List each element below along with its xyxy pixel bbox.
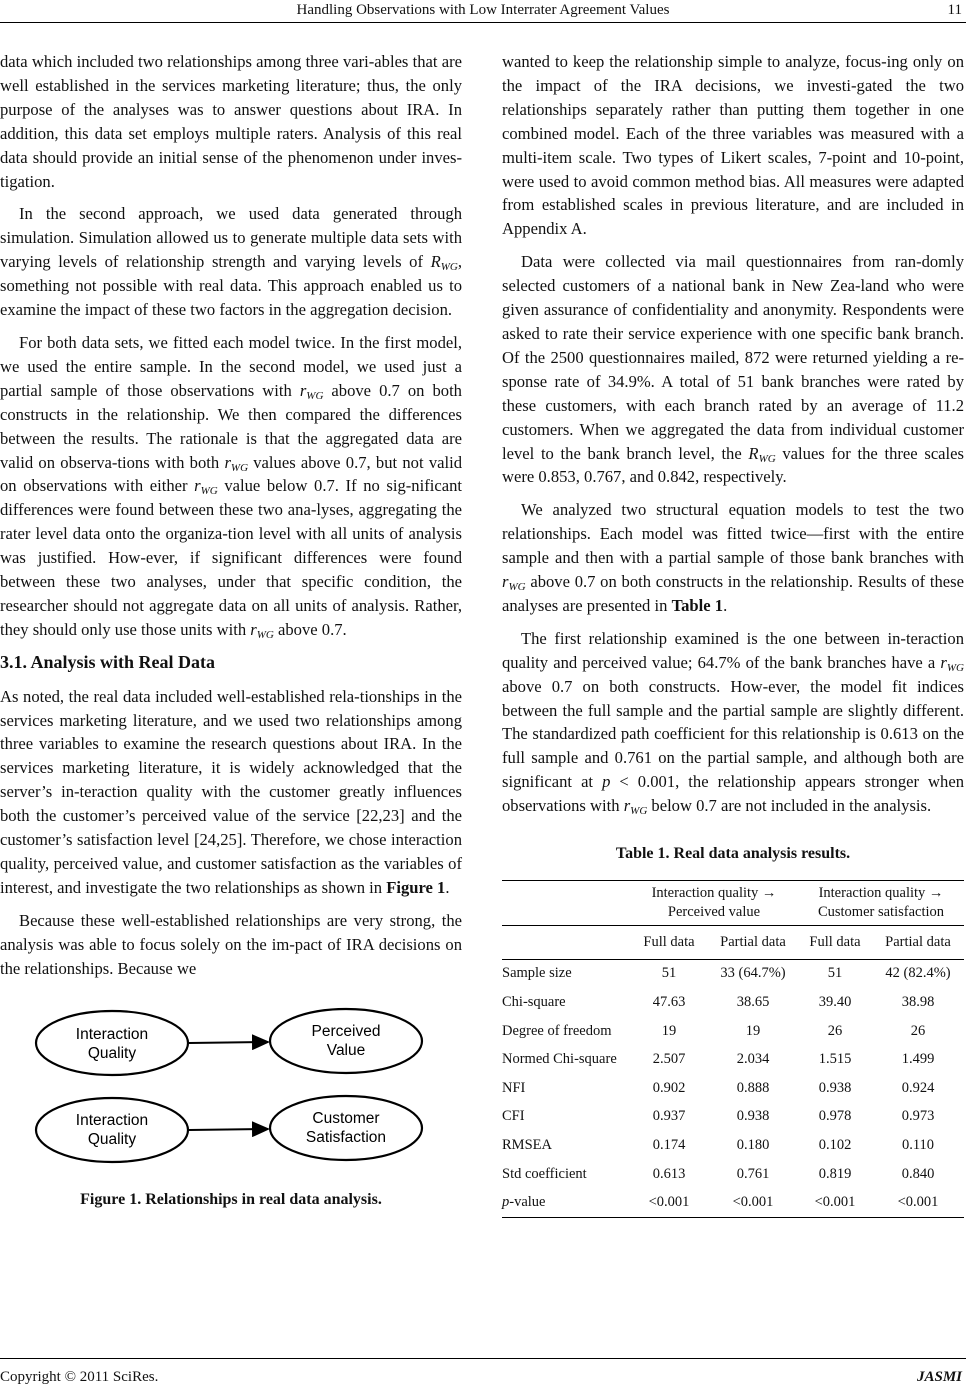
page-footer [0, 1358, 966, 1387]
rwg-symbol: $r_{WG}$ [194, 476, 218, 498]
perceived-value-node [270, 1009, 422, 1073]
rwg-symbol: $R_{WG}$ [430, 252, 458, 274]
interaction-quality-node [36, 1011, 188, 1075]
table-group-header [502, 881, 964, 926]
table-cell: 0.840 [901, 1165, 935, 1182]
table-cell: 1.499 [901, 1051, 935, 1068]
table-cell: 0.180 [736, 1136, 770, 1153]
table-title: Table 1. Real data analysis results. [615, 845, 851, 863]
relationship-arrow [189, 1042, 268, 1043]
row-label: Degree of freedom [502, 1022, 612, 1039]
table-cell: 26 [827, 1022, 843, 1039]
interaction-quality-node [36, 1098, 188, 1162]
right-column [502, 50, 964, 1218]
paragraph: In the second approach, we used data generated through simulation. Simulation allowed us to generate multiple data sets with varying levels of relationship strength and varying levels of $R_{WG}$, something not possible with real data. This approach enabled us to examine the impact of these two factors in the aggregation decision. [0, 204, 462, 320]
table-reference[interactable]: Table 1 [671, 595, 724, 615]
table-row [502, 1160, 964, 1189]
rwg-symbol: $r_{WG}$ [250, 619, 274, 641]
left-column [0, 50, 462, 1211]
paragraph: data which included two relationships among three vari-ables that are well established in the services marketing literature; thus, the only purpose of the analyses was to answer questions about IRA. In addition, this data set employs multiple raters. Analysis of this real data should provide an initial sense of the phenomenon under inves-tigation. [0, 52, 462, 191]
table-cell: 19 [745, 1022, 761, 1039]
table-row [502, 1017, 964, 1046]
table-cell: 0.102 [818, 1136, 852, 1153]
figure-1 [30, 1003, 432, 1178]
table-cell: 0.938 [818, 1079, 852, 1096]
table-row [502, 989, 964, 1018]
table-cell: 0.924 [901, 1079, 935, 1096]
table-cell: 0.937 [652, 1108, 686, 1125]
rwg-symbol: $R_{WG}$ [748, 443, 776, 465]
figure-caption: Figure 1. Relationships in real data analysis. [80, 1190, 382, 1208]
column-header: Partial data [708, 926, 798, 960]
table-row [502, 960, 964, 989]
svg-text:Perceived: Perceived [311, 1022, 381, 1040]
row-label: CFI [502, 1108, 525, 1125]
table-cell: <0.001 [798, 1189, 872, 1218]
table-cell: 0.902 [652, 1079, 686, 1096]
figure-reference[interactable]: Figure 1 [386, 877, 446, 897]
group-header-customer-satisfaction: Interaction quality → Customer satisfaction [798, 881, 964, 926]
rwg-symbol: $r_{WG}$ [224, 452, 249, 474]
rwg-symbol: $r_{WG}$ [623, 796, 648, 818]
paragraph: We analyzed two structural equation models to test the two relationships. Each model was fitted twice—first with the entire sample and then with a partial sample of those bank branches with $r_{WG}$ above 0.7 on both constructs in the relationship. Results of these analyses are presented in Table 1. [502, 500, 964, 615]
rwg-symbol: $r_{WG}$ [502, 572, 526, 594]
svg-text:Value: Value [326, 1041, 366, 1059]
running-title: Handling Observations with Low Interrater Agreement Values [296, 2, 670, 18]
table-cell: 0.888 [736, 1079, 770, 1096]
section-heading: 3.1. Analysis with Real Data [0, 651, 216, 672]
svg-text:Satisfaction: Satisfaction [305, 1128, 387, 1146]
row-label: Chi-square [502, 993, 566, 1010]
table-cell: 0.174 [652, 1136, 686, 1153]
table-cell: 0.978 [818, 1108, 852, 1125]
table-cell: 51 [661, 965, 677, 982]
table-row [502, 1103, 964, 1132]
table-cell: 0.613 [652, 1165, 686, 1182]
table-cell: 0.110 [901, 1136, 935, 1153]
column-header: Full data [630, 926, 708, 960]
row-label: Std coefficient [502, 1165, 587, 1182]
rwg-symbol: $r_{WG}$ [299, 380, 324, 402]
copyright-notice: Copyright © 2011 SciRes. [0, 1369, 159, 1385]
page-number: 11 [947, 2, 962, 18]
column-header: Full data [798, 926, 872, 960]
table-row [502, 1046, 964, 1075]
row-label: Normed Chi-square [502, 1051, 617, 1068]
rwg-symbol: $r_{WG}$ [940, 652, 964, 674]
journal-name: JASMI [916, 1369, 962, 1385]
svg-text:Quality: Quality [87, 1130, 137, 1148]
paragraph: wanted to keep the relationship simple to analyze, focus-ing only on the impact of the IRA decisions, we investi-gated the two relationships separately rather than putting them together in one combined model. Each of the three variables was measured with a multi-item scale. Two types of Likert scales, 7-point and 10-point, were used to avoid common method bias. All measures were adapted from established scales in previous literature, and are included in Appendix A. [502, 52, 964, 239]
table-cell: <0.001 [872, 1189, 964, 1218]
table-cell: 47.63 [652, 993, 686, 1010]
column-header: Partial data [872, 926, 964, 960]
svg-text:Quality: Quality [87, 1044, 137, 1062]
row-label: NFI [502, 1079, 526, 1096]
row-label: Sample size [502, 965, 572, 982]
svg-text:Interaction: Interaction [75, 1111, 149, 1129]
table-cell: 2.507 [652, 1051, 686, 1068]
table-cell: 38.98 [901, 993, 935, 1010]
table-cell: 38.65 [736, 993, 770, 1010]
results-table [502, 880, 964, 1218]
svg-text:Customer: Customer [312, 1109, 380, 1127]
table-cell: <0.001 [708, 1189, 798, 1218]
paragraph: Because these well-established relationships are very strong, the analysis was able to focus solely on the im-pact of IRA decisions on the relationships. Because we [0, 910, 462, 978]
relationship-arrow [189, 1129, 268, 1130]
table-row [502, 1132, 964, 1161]
table-subheader [502, 926, 964, 960]
relationship-diagram [30, 1003, 432, 1178]
group-header-perceived-value: Interaction quality → Perceived value [630, 881, 798, 926]
customer-satisfaction-node [270, 1096, 422, 1160]
table-cell: 2.034 [736, 1051, 770, 1068]
svg-text:Interaction: Interaction [75, 1025, 149, 1043]
paragraph: The first relationship examined is the one between in-teraction quality and perceived value; 64.7% of the bank branches have a $r_{WG}$ above 0.7 on both constructs. How-ever, the model fit indices between the full sample and the partial sample are slightly different. The standardized path coefficient for this relationship is 0.613 on the full sample and 0.761 on the partial sample, and although both are significant at p < 0.001, the relationship appears stronger when observations with $r_{WG}$ below 0.7 are not included in the analysis. [502, 628, 964, 818]
row-label: RMSEA [502, 1136, 552, 1153]
table-cell: 0.761 [736, 1165, 770, 1182]
table-cell: 26 [910, 1022, 926, 1039]
table-cell: 33 (64.7%) [720, 965, 786, 982]
table-cell: 39.40 [818, 993, 852, 1010]
table-cell: 19 [661, 1022, 677, 1039]
table-cell: 0.973 [901, 1108, 935, 1125]
table-cell: 42 (82.4%) [885, 965, 951, 982]
table-row [502, 1189, 964, 1218]
table-cell: 1.515 [818, 1051, 852, 1068]
table-row [502, 1074, 964, 1103]
paragraph: As noted, the real data included well-established rela-tionships in the services marketing literature, and we used two relationships among three variables to examine the research questions about IRA. In the services marketing literature, it is widely acknowledged that the server’s in-teraction quality with the customer greatly influences both the customer’s perceived value of the service [22,23] and the customer’s satisfaction level [24,25]. Therefore, we chose interaction quality, perceived value, and customer satisfaction as the variables of interest, and investigate the two relationships as shown in Figure 1. [0, 686, 462, 897]
paragraph: Data were collected via mail questionnaires from ran-domly selected customers of a national bank in New Zea-land who were given assurance of confidentiality and anonymity. Respondents were asked to rate their service experience with one specific bank branch. Of the 2500 questionnaires mailed, 872 were returned yielding a re-sponse rate of 34.9%. A total of 51 bank branches were rated by these customers, with each branch rated by an average of 11.2 customers. When we aggregated the data from individual customer level to the bank branch level, the $R_{WG}$ values for the three scales were 0.853, 0.767, and 0.842, respectively. [502, 252, 964, 487]
running-header [0, 0, 966, 23]
row-label: p-value [502, 1189, 630, 1218]
paragraph: For both data sets, we fitted each model twice. In the first model, we used the entire sample. In the second model, we used just a partial sample of those observations with $r_{WG}$ above 0.7 on both constructs in the relationship. We then compared the differences between the results. The rationale is that the aggregated data are valid on observa-tions with both $r_{WG}$ values above 0.7, but not valid on observations with either $r_{WG}$ value below 0.7. If no sig-nificant differences were found between these two ana-lyses, aggregating the rater level data onto the organiza-tion level with all units of analysis was justified. How-ever, if significant differences were found between these two analyses, under that specific condition, the researcher should not aggregate data on all units of analysis. Rather, they should only use those units with $r_{WG}$ above 0.7. [0, 332, 463, 641]
table-cell: 0.938 [736, 1108, 770, 1125]
table-cell: 51 [827, 965, 843, 982]
table-cell: 0.819 [818, 1165, 852, 1182]
table-cell: <0.001 [630, 1189, 708, 1218]
